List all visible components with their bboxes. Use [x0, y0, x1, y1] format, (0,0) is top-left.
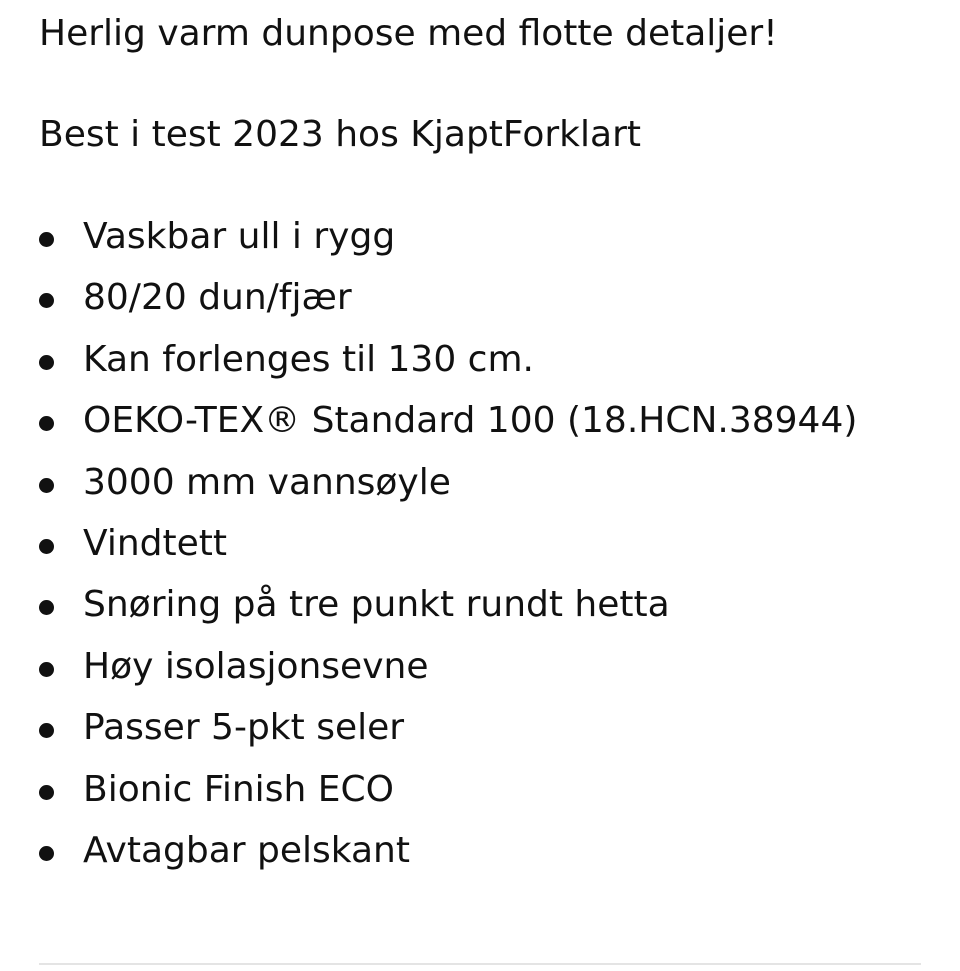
feature-label: Vindtett: [83, 522, 227, 564]
feature-label: Høy isolasjonsevne: [83, 645, 429, 687]
feature-label: 3000 mm vannsøyle: [83, 461, 451, 503]
feature-item: [39, 706, 857, 767]
bullet-icon: [39, 293, 54, 308]
bullet-icon: [39, 416, 54, 431]
feature-item: [39, 338, 857, 399]
feature-item: [39, 829, 857, 890]
bullet-icon: [39, 662, 54, 677]
feature-list: [39, 215, 857, 890]
award-text: Best i test 2023 hos KjaptForklart: [39, 114, 641, 155]
feature-label: Avtagbar pelskant: [83, 829, 410, 871]
feature-label: Vaskbar ull i rygg: [83, 216, 396, 257]
feature-label: Bionic Finish ECO: [83, 768, 394, 810]
feature-item: [39, 645, 857, 706]
section-divider: [39, 963, 921, 965]
feature-label: OEKO-TEX® Standard 100 (18.HCN.38944): [83, 400, 858, 442]
feature-item: [39, 215, 857, 276]
bullet-icon: [39, 478, 54, 493]
bullet-icon: [39, 785, 54, 800]
feature-label: Snøring på tre punkt rundt hetta: [83, 584, 670, 626]
feature-item: [39, 583, 857, 644]
feature-item: [39, 461, 857, 522]
feature-label: 80/20 dun/fjær: [83, 277, 352, 319]
bullet-icon: [39, 723, 54, 738]
feature-item: [39, 522, 857, 583]
bullet-icon: [39, 539, 54, 554]
feature-label: Kan forlenges til 130 cm.: [83, 338, 534, 380]
bullet-icon: [39, 232, 54, 247]
feature-item: [39, 399, 857, 460]
bullet-icon: [39, 355, 54, 370]
feature-label: Passer 5-pkt seler: [83, 707, 405, 749]
feature-item: [39, 276, 857, 337]
bullet-icon: [39, 600, 54, 615]
feature-item: [39, 768, 857, 829]
bullet-icon: [39, 846, 54, 861]
intro-text: Herlig varm dunpose med flotte detaljer!: [39, 13, 778, 54]
